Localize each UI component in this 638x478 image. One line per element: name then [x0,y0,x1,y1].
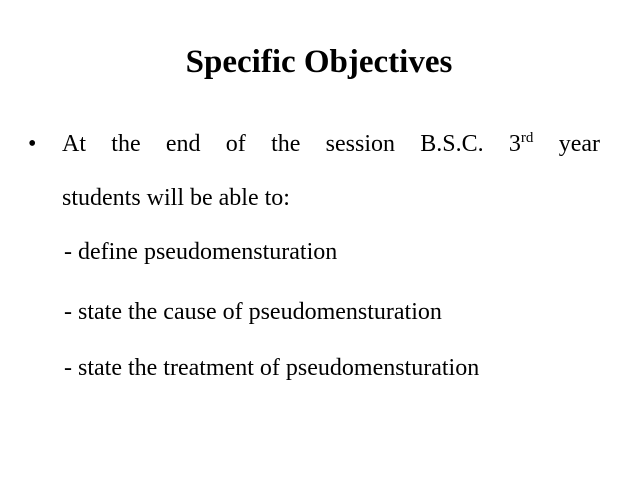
objective-item-define: - define pseudomensturation [64,239,338,265]
slide-title: Specific Objectives [185,44,453,80]
intro-text-before-sup: At the end of the session B.S.C. 3 [62,131,521,157]
intro-text-after-sup: year [533,131,600,157]
objective-item-cause: - state the cause of pseudomensturation [64,299,442,325]
intro-line-1 [62,128,600,160]
ordinal-superscript: rd [520,130,534,146]
objective-item-treatment: - state the treatment of pseudomensturation [64,355,480,381]
bullet-icon: • [28,131,37,157]
intro-line-2: students will be able to: [62,185,290,211]
